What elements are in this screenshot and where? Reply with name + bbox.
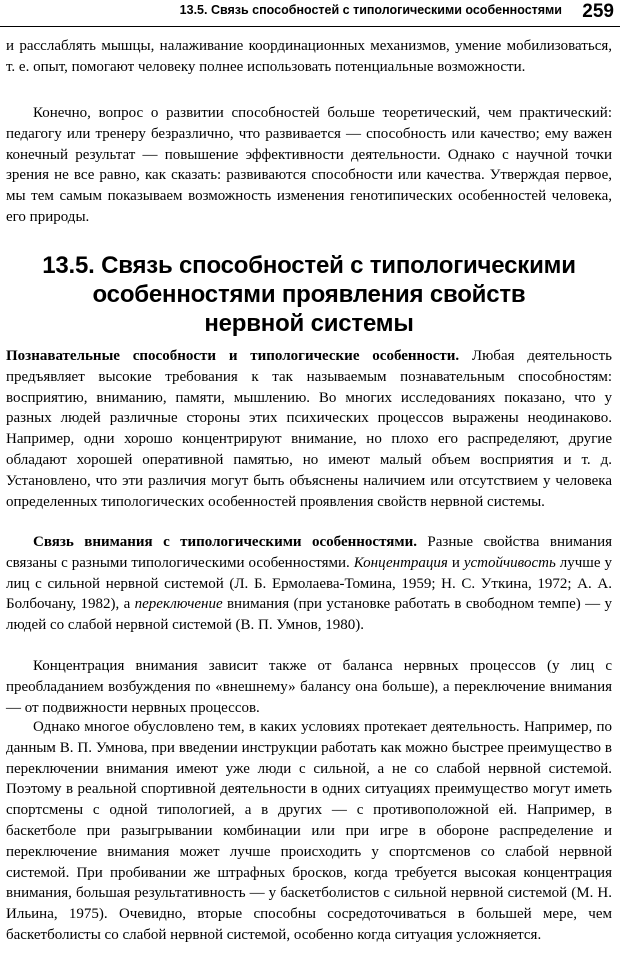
run-in-heading-attention: Связь внимания с типологическими особенностями. [33,534,417,550]
page-number: 259 [582,1,614,22]
section-heading-line-2: особенностями проявления свойств [92,281,526,308]
attention-text-1: Разные свойства внимания связаны с разными типологическими особенностями. [6,534,612,571]
attention-text-4: внимания (при установке работать в свободном темпе) — у людей со слабой нервной системой (В. П. Умнов, 1980). [6,596,613,634]
term-stability: устойчивость [463,554,556,571]
run-in-heading-cognitive: Познавательные способности и типологические особенности. [6,348,460,364]
attention-text-2: и [447,554,464,571]
term-concentration: Концентрация [353,554,448,571]
paragraph-development-question: Конечно, вопрос о развитии способностей больше теоретический, чем практический: педагогу или тренеру безразлично, что развивается — способность или качество; ему важен конечный результат — повышение эффективности деятельности. Однако с научной точки зрения не все равно, как сказать: развиваются способности или качества. Утверждая первое, мы тем самым показываем возможность изменения генотипических особенностей человека, его природы. [6,105,612,225]
running-header [0,0,620,27]
term-switching: переключение [134,596,223,613]
section-heading-line-3: нервной системы [204,310,414,337]
paragraph-continuation: и расслаблять мышцы, налаживание координационных механизмов, умение мобилизоваться, т. е. опыт, помогают человеку полнее использовать потенциальные возможности. [6,38,612,75]
section-heading-line-1: 13.5. Связь способностей с типологическими [42,252,576,279]
paragraph-cognitive-text: Любая деятельность предъявляет высокие требования к так называемым познавательным способностям: восприятию, вниманию, памяти, мышлению. Во многих исследованиях показано, что у разных людей различные стороны этих психических процессов выражены неодинаково. Например, одни хорошо концентрируют внимание, но плохо его распределяют, другие обладают хорошей оперативной памятью, но имеют малый объем восприятия и т. д. Установлено, что эти различия могут быть объяснены наличием или отсутствием у человека определенных типологических особенностей проявления свойств нервной системы. [6,348,612,510]
paragraph-concentration-balance: Концентрация внимания зависит также от баланса нервных процессов (у лиц с преобладанием возбуждения по «внешнему» балансу она больше), а переключение внимания — от подвижности нервных процессов. [6,658,612,716]
running-header-title: 13.5. Связь способностей с типологическими особенностями [179,3,562,17]
paragraph-cognitive-abilities [6,346,612,512]
paragraph-conditions: Однако многое обусловлено тем, в каких условиях протекает деятельность. Например, по данным В. П. Умнова, при введении инструкции работать как можно быстрее преимущество в переключении внимания имеют уже люди с сильной, а не со слабой нервной системой. Поэтому в реальной спортивной деятельности в одних ситуациях преимущество могут иметь спортсмены с одной типологией, а в других — с противоположной ей. Например, в баскетболе при разыгрывании комбинации или при игре в обороне распределение и переключение внимания может лучше происходить у спортсменов со слабой нервной системой. При пробивании же штрафных бросков, когда требуется высокая концентрация внимания, большая результативность — у баскетболистов с сильной нервной системой (М. Н. Ильина, 1975). Очевидно, вторые способны сосредоточиваться в большей мере, чем баскетболисты со слабой нервной системой, особенно когда ситуация усложняется. [6,719,612,943]
attention-text-3: лучше у лиц с сильной нервной системой (Л. Б. Ермолаева-Томина, 1959; Н. С. Уткина, 1972; А. А. Болбочану, 1982), а [6,554,612,613]
paragraph-attention-typology [6,532,612,636]
section-heading [6,251,612,338]
